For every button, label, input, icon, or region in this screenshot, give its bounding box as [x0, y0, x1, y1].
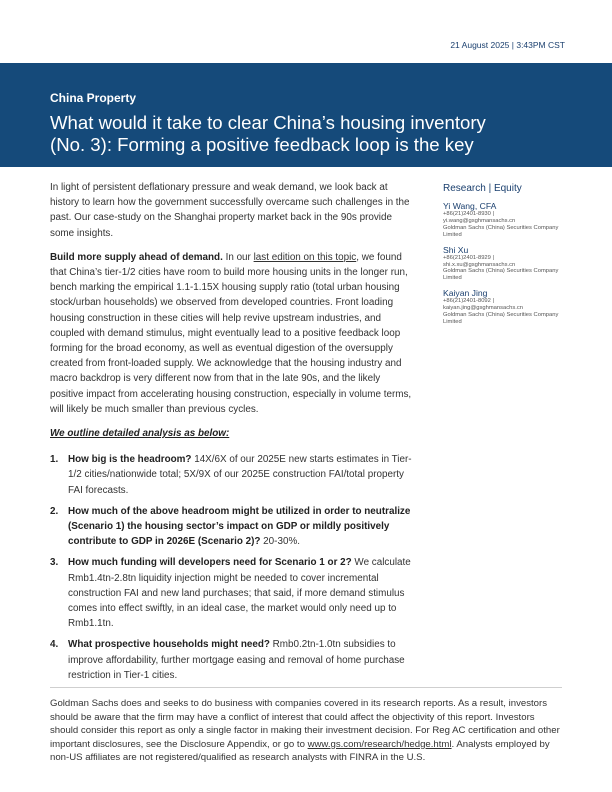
analyst-email[interactable]: kaiyan.jing@gsghmansachs.cn [443, 305, 523, 312]
title-banner [0, 63, 612, 167]
disclaimer-text-end: . Analysts employed by non-US affiliates are not registered/qualified as research analysts with FINRA in the U.S. [50, 738, 550, 764]
main-content [50, 180, 414, 689]
analyst-email[interactable]: yi.wang@gsghmansachs.cn [443, 217, 516, 224]
analyst-name: Shi Xu [443, 244, 469, 255]
disclaimer-text: Goldman Sachs does and seeks to do business with companies covered in its research reports. As a result, investors should be aware that the firm may have a conflict of interest that could affect the objectivity of this report. Investors should consider this report as only a single factor in making their investment decision. For Reg AC certification and other important disclosures, see the Disclosure Appendix, or go to [50, 698, 560, 750]
analyst-phone: +86(21)2401-8929 | [443, 254, 494, 261]
outline-answer: We calculate Rmb1.4tn-2.8tn liquidity injection might be needed to cover incremental construction FAI and new land purchases; that said, if more demand stimulus comes into effect swiftly, in an ideal case, the market would only need up to Rmb1.1tn. [68, 557, 411, 630]
outline-number: 3. [50, 557, 59, 569]
last-edition-link[interactable]: last edition on this topic [253, 251, 357, 263]
analyst-card [443, 201, 573, 239]
outline-question: What prospective households might need? [68, 639, 270, 651]
analyst-phone: +86(21)2401-8930 | [443, 211, 494, 217]
analyst-email[interactable]: shi.x.xu@gsghmansachs.cn [443, 261, 516, 268]
analyst-name: Yi Wang, CFA [443, 201, 497, 211]
supply-lead: Build more supply ahead of demand. [50, 251, 223, 263]
report-date: 21 August 2025 | 3:43PM CST [450, 40, 565, 50]
page-title: What would it take to clear China’s housing inventory (No. 3): Forming a positive feedback loop is the key [50, 112, 486, 155]
outline-question: How big is the headroom? [68, 454, 192, 466]
supply-after-link: , we found that China’s tier-1/2 cities have room to build more housing units in the longer run, bench marking the empirical 1.1-1.15X housing supply ratio (total urban housing stock/urban households) we observed from developed countries. Front loading housing construction in these cities will help revive upstream industries, and coupled with demand stimulus, might eventually lead to a positive feedback loop forming for the broad economy, as well as eventual digestion of the oversupply created from front-loaded supply. We acknowledge that the housing industry and macro backdrop is very different now from that in the late 90s, and the likely positive impact from accelerating housing construction, especially in volume terms, will likely be much smaller than previous cycles. [50, 251, 412, 415]
outline-item [50, 637, 414, 683]
disclaimer [50, 687, 562, 765]
supply-paragraph [50, 250, 414, 417]
analyst-firm: Goldman Sachs (China) Securities Company Limited [443, 312, 559, 325]
outline-answer: 20-30%. [260, 536, 300, 548]
research-heading: Research | Equity [443, 183, 522, 194]
outline-number: 2. [50, 505, 59, 517]
intro-paragraph: In light of persistent deflationary pressure and weak demand, we look back at history to learn how the government successfully overcame such challenges in the past. Our case-study on the Shanghai property market back in the 90s provide some insights. [50, 182, 410, 239]
analyst-firm: Goldman Sachs (China) Securities Company Limited [443, 268, 559, 282]
outline-question: How much funding will developers need for Scenario 1 or 2? [68, 557, 352, 569]
outline-question: How much of the above headroom might be utilized in order to neutralize (Scenario 1) the housing sector’s impact on GDP or mildly positively contribute to GDP in 2026E (Scenario 2)? [68, 505, 411, 548]
supply-before-link: In our [222, 251, 254, 263]
analyst-name: Kaiyan Jing [443, 288, 488, 299]
outline-item [50, 452, 414, 498]
analyst-phone: +86(21)2401-8092 | [443, 298, 494, 305]
outline-item [50, 555, 414, 631]
outline-number: 1. [50, 454, 59, 466]
outline-list [50, 452, 414, 683]
analyst-firm: Goldman Sachs (China) Securities Company Limited [443, 224, 559, 238]
analyst-card [443, 288, 573, 326]
outline-answer: 14X/6X of our 2025E new starts estimates in Tier-1/2 cities/nationwide total; 5X/9X of our 2025E construction FAI/total property FAI forecasts. [68, 454, 412, 496]
analyst-sidebar [443, 183, 573, 332]
outline-item [50, 504, 414, 550]
analyst-card [443, 245, 573, 283]
outline-heading: We outline detailed analysis as below: [50, 428, 230, 440]
outline-number: 4. [50, 639, 59, 651]
outline-answer: Rmb0.2tn-1.0tn subsidies to improve affordability, further mortgage easing and removal of home purchase restriction in Tier-1 cities. [68, 639, 405, 681]
sector-label: China Property [50, 91, 137, 105]
disclosure-link[interactable]: www.gs.com/research/hedge.html [307, 738, 452, 750]
